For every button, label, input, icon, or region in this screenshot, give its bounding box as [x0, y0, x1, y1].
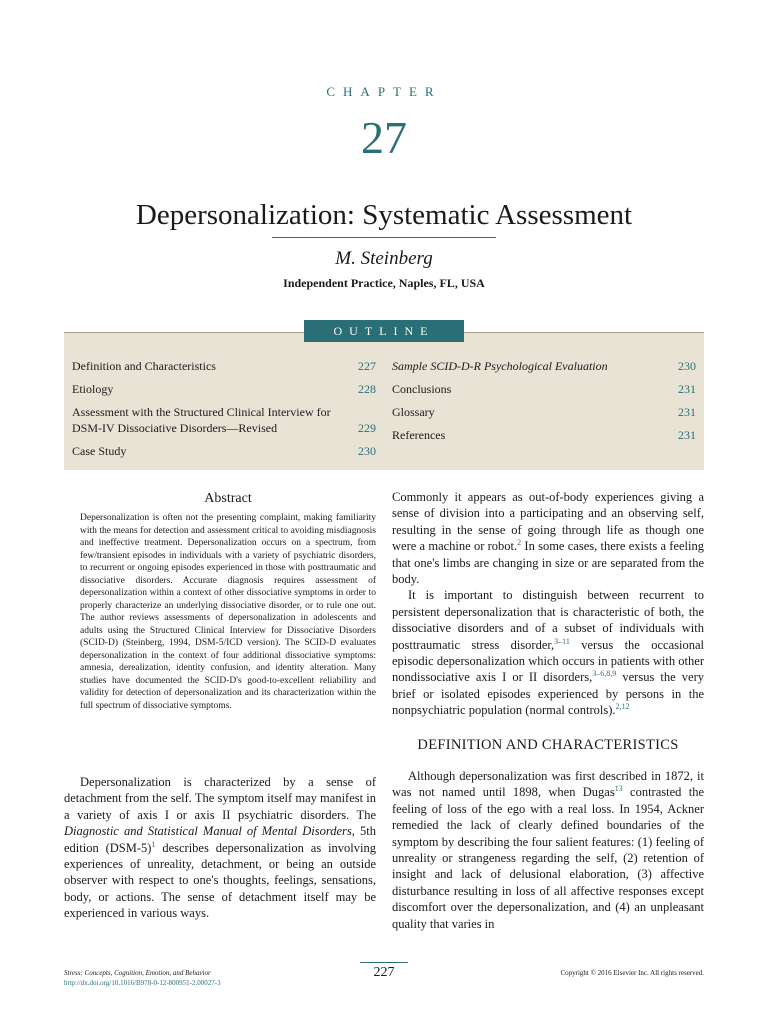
- right-column-text: [392, 489, 704, 719]
- abstract-text: Depersonalization is often not the presenting complaint, making familiarity with the means for detection and assessment critical to avoiding misdiagnosis and ineffective treatment. Depersonalization occurs on a spectrum, from few/transient episodes in individuals with a variety of psychiatric disorders, to recurrent or ongoing episodes experienced in those with posttraumatic and dissociative disorders. Accurate diagnosis requires assessment of depersonalization within a context of other dissociative symptoms in order to properly characterize an underlying dissociative disorder, or to rule one out. The author reviews assessments of depersonalization in adolescents and adults using the Structured Clinical Interview for Dissociative Disorders (SCID-D) (Steinberg, 1994, DSM-5/ICD version). The SCID-D evaluates depersonalization in the context of four additional dissociative symptoms: amnesia, derealization, identity confusion, and identity alteration. Many studies have documented the SCID-D's good-to-excellent reliability and validity for detection of depersonalization and its characterization within the full spectrum of dissociative symptoms.: [80, 513, 376, 711]
- outline-left-column: [72, 358, 376, 466]
- abstract-heading: Abstract: [204, 491, 252, 506]
- intro-section: [64, 774, 376, 922]
- title-divider: [272, 237, 496, 238]
- doi-link[interactable]: http://dx.doi.org/10.1016/B978-0-12-800951-2.00027-3: [64, 979, 221, 987]
- outline-item-assessment[interactable]: [72, 404, 376, 436]
- outline-tab: OUTLINE: [304, 320, 464, 342]
- outline-item-etiology[interactable]: [72, 381, 376, 397]
- citation-ref[interactable]: 2,12: [615, 702, 630, 712]
- text-run: Although depersonalization was first described in 1872, it was not named until 1898, when Dugas: [392, 769, 704, 800]
- paragraph-out-of-body: [392, 489, 704, 587]
- text-run: contrasted the feeling of loss of the ego with a real loss. In 1954, Ackner remedied the lack of clearly defined boundaries of the symptom by describing the four salient features: (1) feeling of unreality or strangeness regarding the self, (2) retention of insight and lack of delusional elaboration, (3) affective disturbance resulting in loss of all affective responses except discomfort over the depersonalization, and (4) an unpleasant quality that varies in: [392, 785, 704, 931]
- outline-item-sample-evaluation[interactable]: [392, 358, 696, 374]
- definition-section-text: [392, 768, 704, 932]
- text-run: versus the very brief or isolated episodes experienced by persons in the nonpsychiatric population (normal controls).: [392, 670, 704, 718]
- outline-item-page: 227: [358, 359, 376, 373]
- text-run: versus the occasional episodic depersonalization which occurs in patients with other nondissociative axis I or II disorders,: [392, 637, 704, 685]
- outline-item-references[interactable]: [392, 427, 696, 443]
- text-run: describes depersonalization as involving experiences of unreality, detachment, or being an outside observer with respect to one's thoughts, feelings, sensations, body, or actions. The sense of detachment itself may be experienced in various ways.: [64, 840, 376, 921]
- outline-item-definition[interactable]: [72, 358, 376, 374]
- outline-item-label: Conclusions: [392, 382, 452, 396]
- citation-ref[interactable]: 1: [151, 839, 156, 849]
- outline-item-label: Sample SCID-D-R Psychological Evaluation: [392, 359, 608, 373]
- journal-title: Stress: Concepts, Cognition, Emotion, and Behavior: [64, 969, 211, 977]
- outline-item-page: 229: [358, 421, 376, 435]
- author-name: M. Steinberg: [335, 248, 433, 269]
- citation-ref[interactable]: 2: [517, 538, 522, 548]
- paragraph-history: [392, 768, 704, 932]
- outline-item-page: 231: [678, 428, 696, 442]
- text-run: Commonly it appears as out-of-body experiences giving a sense of division into a participating and an observing self, resulting in the sense of going through life as though one were a machine or robot.: [392, 490, 704, 554]
- outline-item-label: Assessment with the Structured Clinical Interview for DSM-IV Dissociative Disorders—Revised: [72, 405, 331, 435]
- outline-item-label: References: [392, 428, 446, 442]
- text-run: In some cases, there exists a feeling that one's limbs are changing in size or are separated from the body.: [392, 539, 704, 587]
- chapter-label: CHAPTER: [326, 84, 442, 99]
- outline-item-page: 230: [678, 359, 696, 373]
- chapter-title: Depersonalization: Systematic Assessment: [135, 199, 633, 231]
- outline-item-glossary[interactable]: [392, 404, 696, 420]
- outline-item-label: Etiology: [72, 382, 114, 396]
- footer-divider: [360, 962, 408, 963]
- citation-ref[interactable]: 3–11: [554, 636, 570, 646]
- outline-item-label: Definition and Characteristics: [72, 359, 216, 373]
- citation-ref[interactable]: 13: [614, 784, 623, 794]
- paragraph-distinguish: [392, 587, 704, 718]
- section-heading-definition: DEFINITION AND CHARACTERISTICS: [417, 737, 679, 753]
- outline-item-page: 228: [358, 382, 376, 396]
- dsm-title: Diagnostic and Statistical Manual of Mental Disorders: [64, 824, 352, 839]
- text-run: , 5th edition (DSM-5): [64, 824, 376, 855]
- intro-paragraph: [64, 774, 376, 922]
- author-affiliation: Independent Practice, Naples, FL, USA: [283, 276, 485, 290]
- outline-item-case-study[interactable]: [72, 443, 376, 459]
- outline-right-column: [392, 358, 696, 450]
- outline-item-page: 231: [678, 405, 696, 419]
- text-run: Depersonalization is characterized by a sense of detachment from the self. The symptom itself may manifest in a variety of axis I or axis II psychiatric disorders. The: [64, 775, 376, 822]
- page-number: 227: [373, 965, 395, 980]
- chapter-number: 27: [361, 112, 407, 163]
- copyright-notice: Copyright © 2016 Elsevier Inc. All rights reserved.: [560, 969, 704, 977]
- outline-item-label: Case Study: [72, 444, 127, 458]
- outline-item-page: 231: [678, 382, 696, 396]
- outline-item-page: 230: [358, 444, 376, 458]
- text-run: It is important to distinguish between recurrent to persistent depersonalization that is characteristic of both, the dissociative disorders and of a subset of individuals with posttraumatic stress disorder,: [392, 588, 704, 652]
- outline-item-conclusions[interactable]: [392, 381, 696, 397]
- citation-ref[interactable]: 3–6,8,9: [592, 669, 617, 679]
- outline-item-label: Glossary: [392, 405, 435, 419]
